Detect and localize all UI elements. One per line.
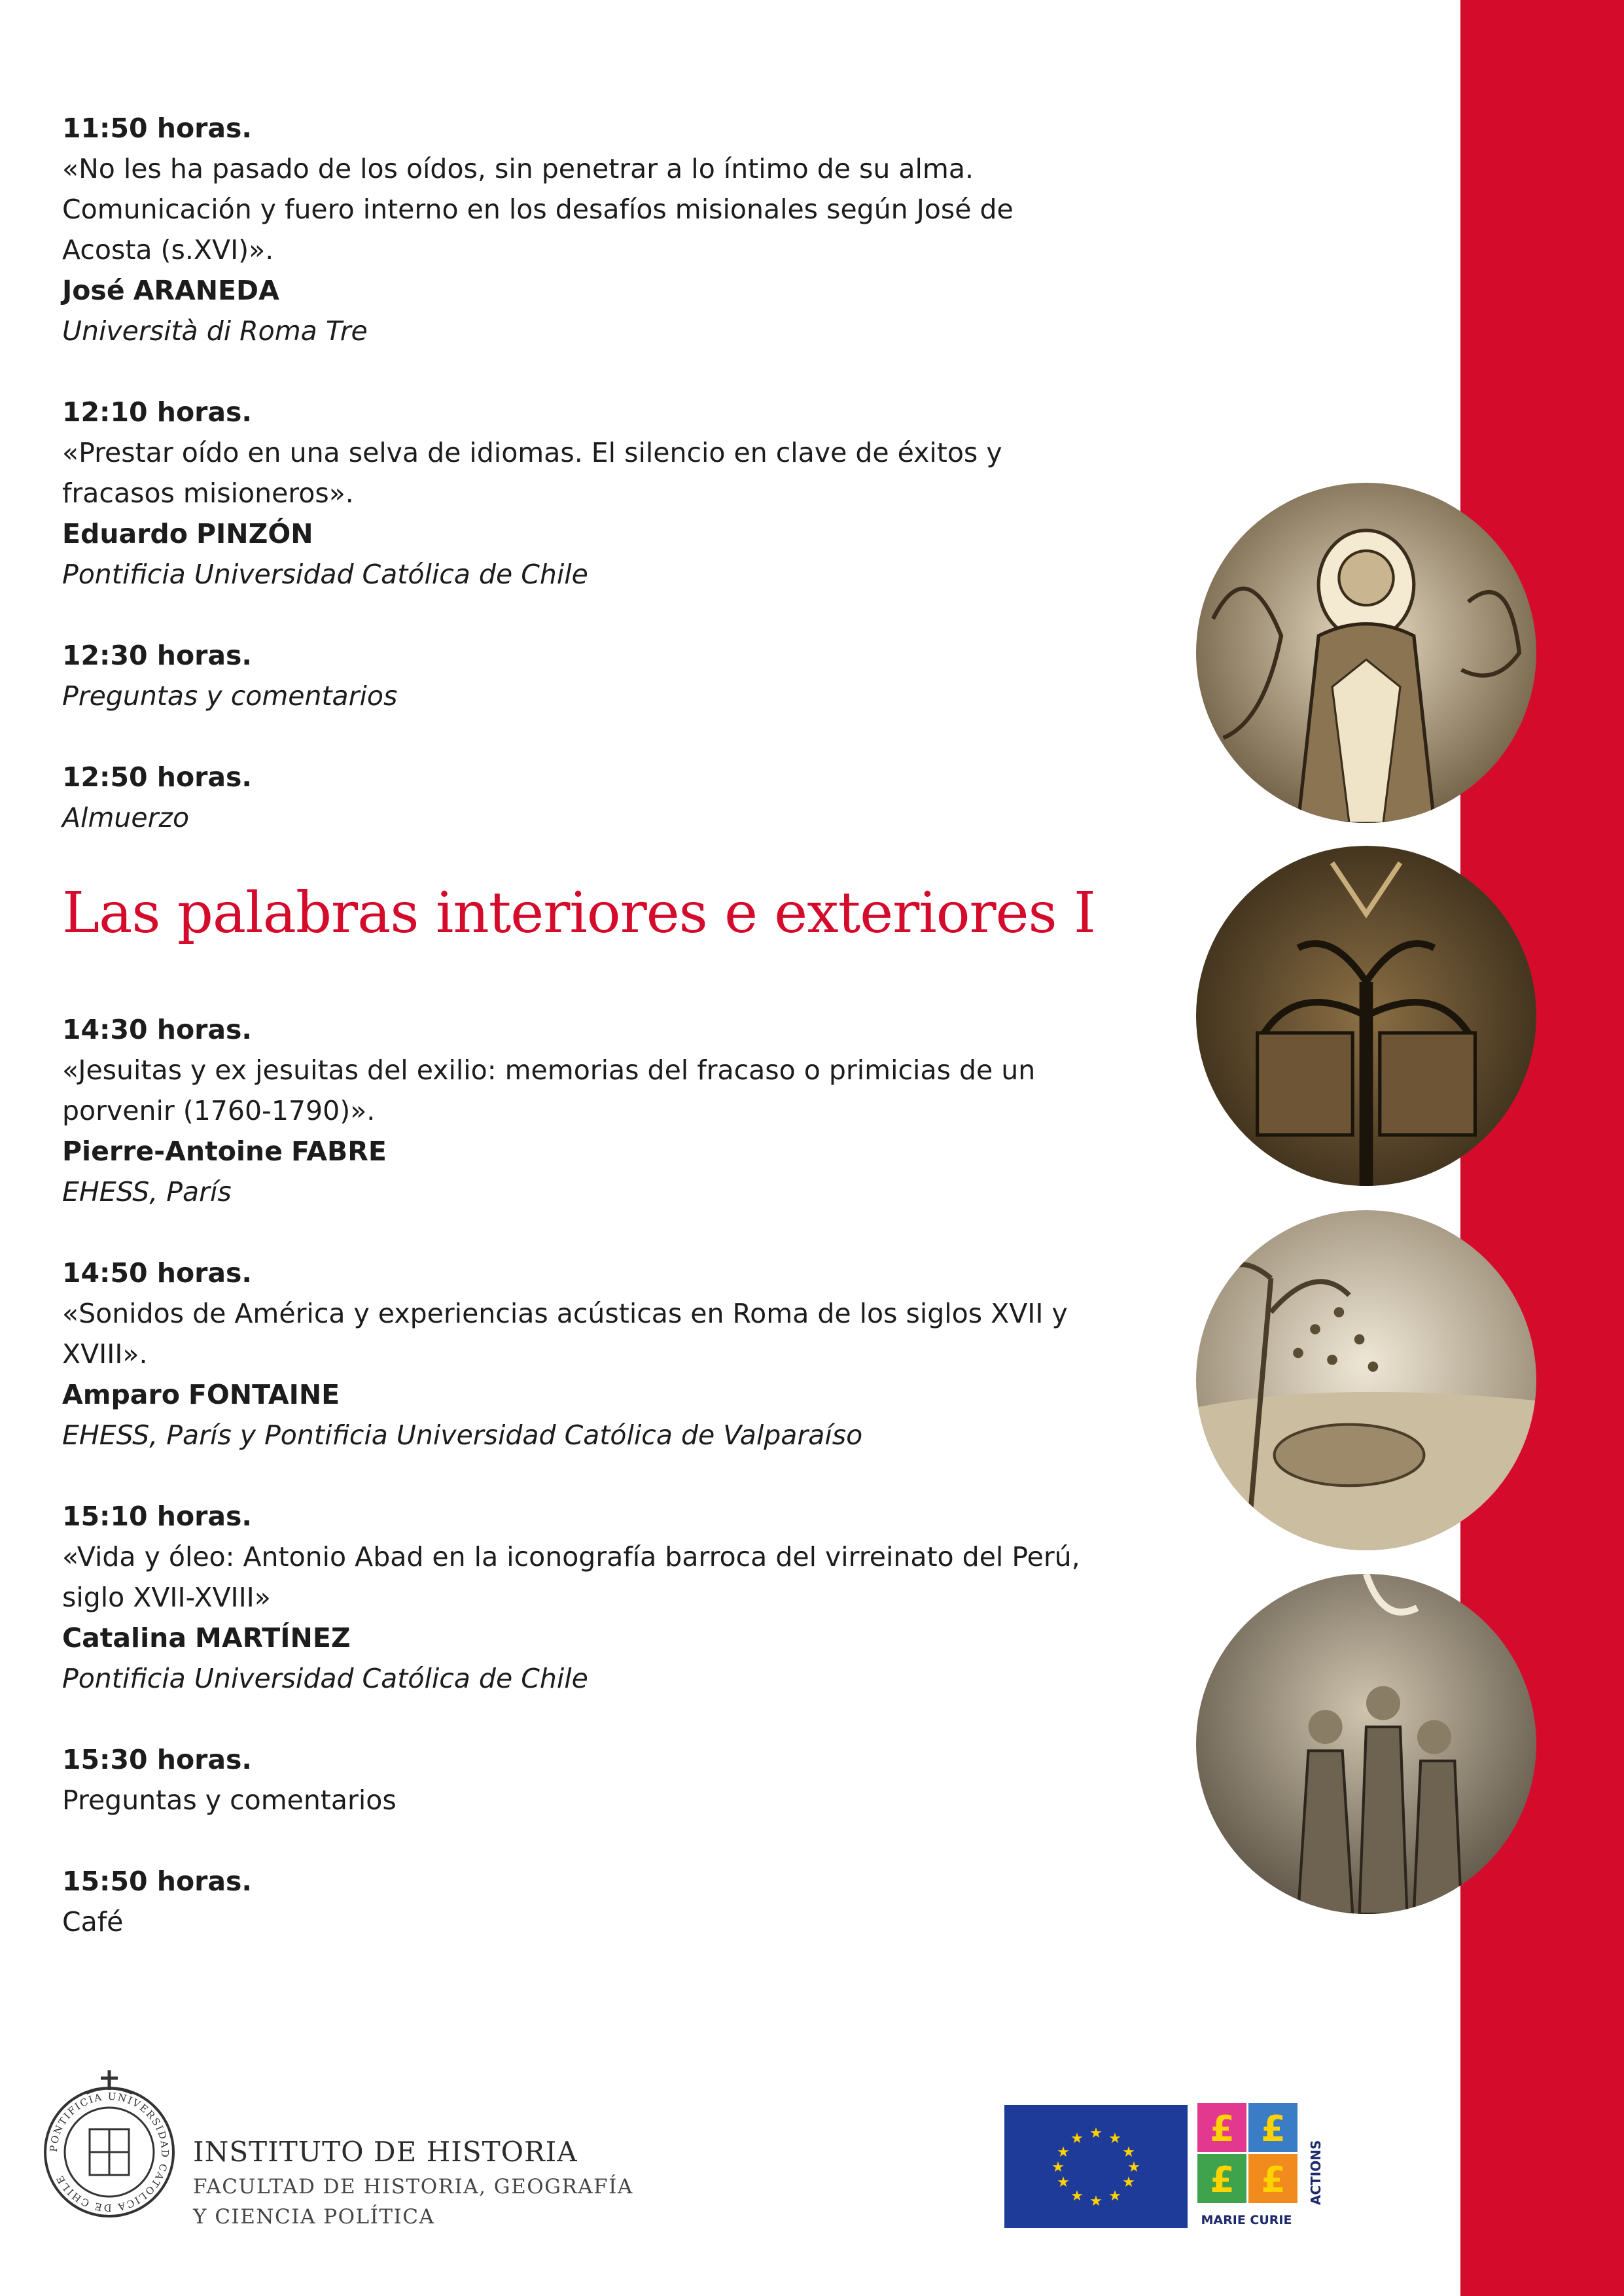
faculty-name: FACULTAD DE HISTORIA, GEOGRAFÍA Y CIENCIA POLÍTICA [193,2175,633,2229]
engraving-landscape-image [1196,1210,1536,1550]
session-time: 14:50 horas. [62,1257,253,1289]
svg-text:£: £ [1261,2159,1286,2200]
speaker-name: Pierre-Antoine FABRE [62,1136,387,1167]
svg-text:★: ★ [1070,2131,1084,2147]
speaker-name: Catalina MARTÍNEZ [62,1622,351,1654]
svg-text:£: £ [1261,2108,1286,2149]
talk-title-line: «Sonidos de América y experiencias acústicas en Roma de los siglos XVII y [62,1298,1068,1329]
session-time: 12:50 horas. [62,761,253,793]
engraving-saint-image [1196,483,1536,823]
session-time: 11:50 horas. [62,113,253,144]
session-time: 15:50 horas. [62,1866,253,1897]
svg-text:★: ★ [1051,2159,1065,2176]
session-time: 12:30 horas. [62,640,253,671]
talk-title-line: porvenir (1760-1790)». [62,1095,376,1126]
svg-text:★: ★ [1122,2174,1135,2191]
session-1230 [62,635,1122,716]
session-note: Preguntas y comentarios [62,1784,397,1816]
talk-title-line: XVIII». [62,1338,148,1370]
svg-text:★: ★ [1057,2144,1070,2161]
svg-text:ACTIONS: ACTIONS [1308,2140,1324,2205]
svg-text:★: ★ [1108,2131,1121,2147]
session-1530 [62,1739,1122,1820]
engraving-figures-image [1196,1574,1536,1914]
svg-text:★: ★ [1089,2125,1103,2142]
session-time: 15:30 horas. [62,1744,253,1775]
speaker-name: José ARANEDA [62,275,279,306]
session-1430 [62,1009,1122,1212]
session-1550 [62,1861,1122,1942]
svg-text:★: ★ [1057,2174,1070,2191]
talk-title-line: Acosta (s.XVI)». [62,234,274,266]
svg-text:★: ★ [1070,2188,1084,2204]
talk-title-line: Comunicación y fuero interno en los desafíos misionales según José de [62,194,1014,225]
talk-title-line: «No les ha pasado de los oídos, sin penetrar a lo íntimo de su alma. [62,153,974,184]
svg-text:★: ★ [1127,2159,1140,2176]
program-column [62,108,1122,1983]
session-1150 [62,108,1122,351]
session-note: Almuerzo [62,802,190,833]
svg-text:PONTIFICIA UNIVERSIDAD CATOLIC: PONTIFICIA UNIVERSIDAD CATOLICA DE CHILE [47,2090,171,2214]
session-1450 [62,1253,1122,1455]
session-1510 [62,1496,1122,1699]
talk-title-line: «Prestar oído en una selva de idiomas. El silencio en clave de éxitos y [62,437,1002,468]
svg-text:★: ★ [1122,2144,1135,2161]
speaker-institution: EHESS, París [62,1176,232,1208]
session-time: 12:10 horas. [62,396,253,428]
talk-title-line: siglo XVII-XVIII» [62,1582,271,1613]
section-heading: Las palabras interiores e exteriores I [62,880,1095,946]
svg-text:★: ★ [1089,2193,1103,2210]
session-time: 15:10 horas. [62,1501,253,1532]
speaker-institution: Pontificia Universidad Católica de Chile [62,559,588,590]
svg-text:£: £ [1210,2108,1235,2149]
speaker-name: Amparo FONTAINE [62,1379,340,1410]
engraving-tree-image [1196,846,1536,1186]
svg-text:£: £ [1210,2159,1235,2200]
session-note: Café [62,1906,124,1938]
svg-text:★: ★ [1108,2188,1121,2204]
university-seal-logo [41,2064,178,2223]
eu-flag-logo [1004,2105,1188,2228]
svg-text:MARIE CURIE: MARIE CURIE [1201,2213,1292,2227]
red-side-bar [1460,0,1624,2296]
session-note: Preguntas y comentarios [62,680,398,712]
speaker-institution: EHESS, París y Pontificia Universidad Católica de Valparaíso [62,1419,863,1451]
speaker-name: Eduardo PINZÓN [62,518,313,549]
session-1250 [62,757,1122,838]
talk-title-line: «Jesuitas y ex jesuitas del exilio: memorias del fracaso o primicias de un [62,1054,1036,1086]
session-time: 14:30 horas. [62,1014,253,1045]
talk-title-line: «Vida y óleo: Antonio Abad en la iconografía barroca del virreinato del Perú, [62,1541,1080,1573]
speaker-institution: Pontificia Universidad Católica de Chile [62,1663,588,1694]
speaker-institution: Università di Roma Tre [62,315,368,347]
institute-name: INSTITUTO DE HISTORIA [193,2136,578,2168]
talk-title-line: fracasos misioneros». [62,478,354,509]
session-1210 [62,392,1122,595]
marie-curie-actions-logo [1197,2103,1328,2231]
